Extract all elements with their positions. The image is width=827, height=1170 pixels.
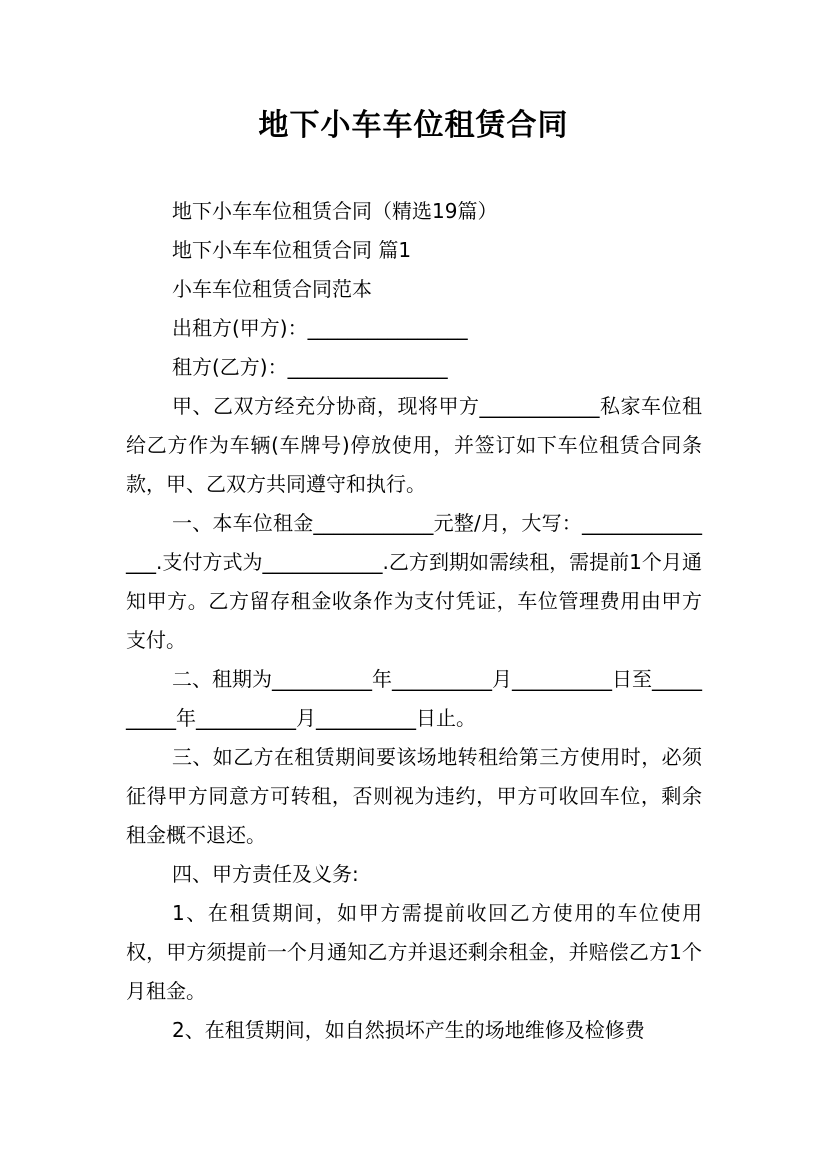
paragraph-clause-4-item-1: 1、在租赁期间，如甲方需提前收回乙方使用的车位使用权，甲方须提前一个月通知乙方并退还剩余租金，并赔偿乙方1个月租金。 bbox=[126, 901, 702, 1003]
paragraph-lessee-field: 租方(乙方)：________________ bbox=[172, 355, 448, 379]
paragraph-clause-1: 一、本车位租金____________元整/月，大写：_______________.支付方式为____________.乙方到期如需续租，需提前1个月通知甲方。乙方留存租金收条作为支付凭证，车位管理费用由甲方支付。 bbox=[126, 511, 702, 652]
paragraph-clause-4-item-2: 2、在租赁期间，如自然损坏产生的场地维修及检修费 bbox=[172, 1018, 645, 1042]
paragraph-template-name: 小车车位租赁合同范本 bbox=[172, 277, 372, 301]
paragraph-preamble: 甲、乙双方经充分协商，现将甲方____________私家车位租给乙方作为车辆(车牌号)停放使用，并签订如下车位租赁合同条款，甲、乙双方共同遵守和执行。 bbox=[126, 394, 702, 496]
paragraph-section-heading: 地下小车车位租赁合同 篇1 bbox=[172, 238, 412, 262]
document-title: 地下小车车位租赁合同 bbox=[258, 108, 569, 143]
paragraph-lessor-field: 出租方(甲方)：________________ bbox=[172, 316, 468, 340]
paragraph-clause-2: 二、租期为__________年__________月__________日至__________年__________月__________日止。 bbox=[126, 667, 702, 730]
document-body bbox=[126, 192, 702, 1050]
paragraph-clause-4-heading: 四、甲方责任及义务: bbox=[172, 862, 359, 886]
paragraph-subtitle: 地下小车车位租赁合同（精选19篇） bbox=[172, 199, 498, 223]
paragraph-clause-3: 三、如乙方在租赁期间要该场地转租给第三方使用时，必须征得甲方同意方可转租，否则视为违约，甲方可收回车位，剩余租金概不退还。 bbox=[126, 745, 702, 847]
